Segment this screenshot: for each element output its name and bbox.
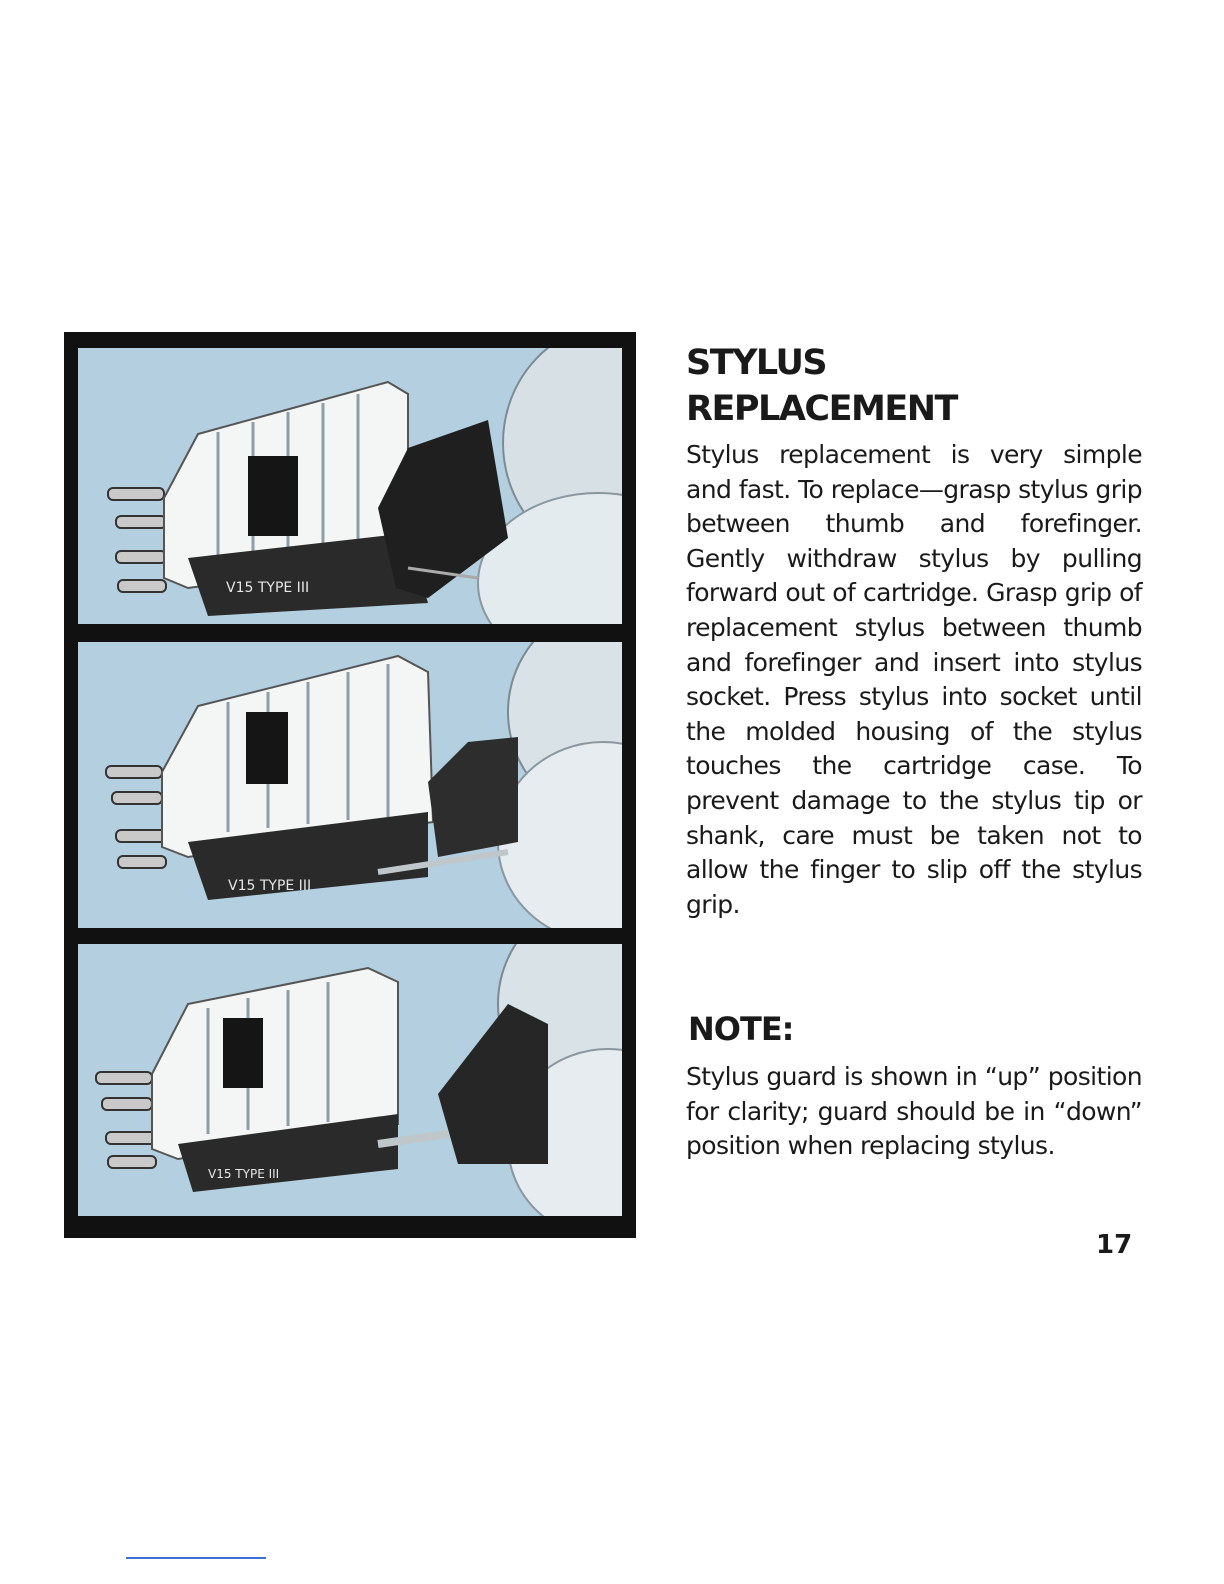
cartridge-label-1: V15 TYPE III <box>226 580 310 596</box>
section-heading <box>686 340 1156 432</box>
photo-cartridge-step-2 <box>78 642 622 928</box>
cartridge-label-3: V15 TYPE III <box>208 1167 280 1181</box>
footer-rule <box>126 1557 266 1559</box>
heading-line-2: REPLACEMENT <box>686 389 957 429</box>
photo-strip <box>64 332 636 1238</box>
cartridge-illustration-1 <box>78 348 622 624</box>
cartridge-illustration-2 <box>78 642 622 928</box>
photo-cartridge-step-1 <box>78 348 622 624</box>
page-number: 17 <box>1096 1230 1133 1260</box>
note-paragraph: Stylus guard is shown in “up” position for clarity; guard should be in “down” position when replacing stylus. <box>686 1062 1142 1161</box>
cartridge-label-2: V15 TYPE III <box>228 878 312 894</box>
heading-line-1: STYLUS <box>686 343 827 383</box>
cartridge-illustration-3 <box>78 944 622 1216</box>
instructions-paragraph: Stylus replacement is very simple and fast. To replace—grasp stylus grip between thumb and forefinger. Gently withdraw stylus by pulling forward out of cartridge. Grasp grip of replacement stylus between thumb and forefinger and insert into stylus socket. Press stylus into socket until the molded housing of the stylus touches the cartridge case. To prevent damage to the stylus tip or shank, care must be taken not to allow the finger to slip off the stylus grip. <box>686 440 1142 919</box>
note-heading: NOTE: <box>688 1010 794 1048</box>
photo-cartridge-step-3 <box>78 944 622 1216</box>
